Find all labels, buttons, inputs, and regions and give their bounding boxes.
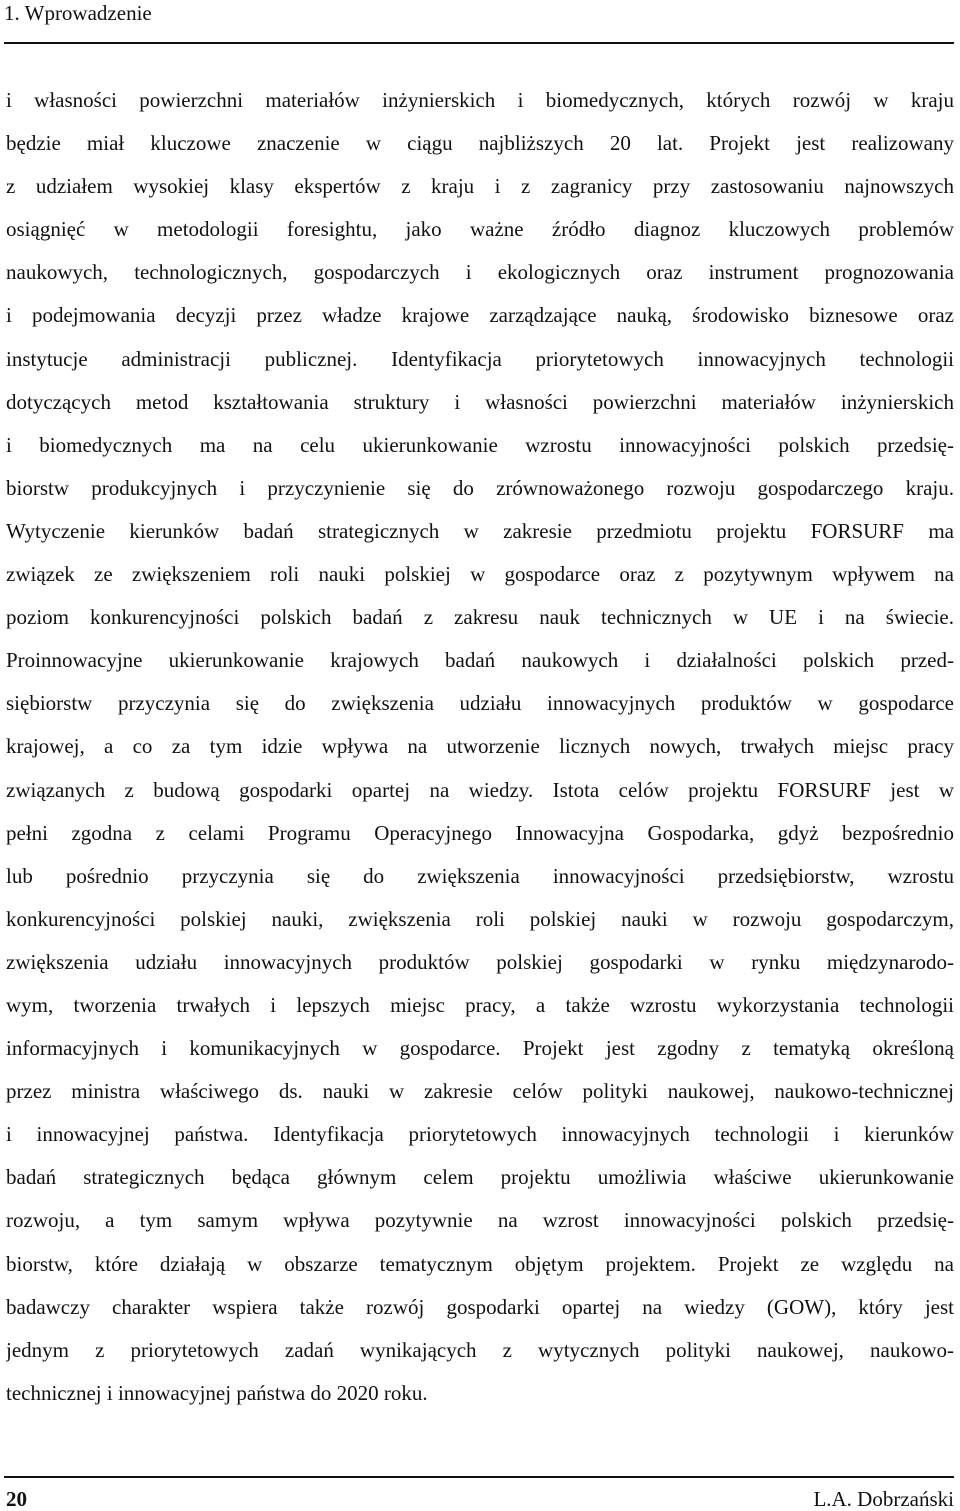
text-line: badań strategicznych będąca głównym celem projektu umożliwia właściwe ukierunkowanie xyxy=(6,1165,954,1190)
text-line: biorstw produkcyjnych i przyczynienie się do zrównoważonego rozwoju gospodarczego kraju. xyxy=(6,475,954,500)
text-line: dotyczących metod kształtowania struktury i własności powierzchni materiałów inżynierskich xyxy=(6,389,954,414)
body-text xyxy=(6,79,954,1415)
text-line: jednym z priorytetowych zadań wynikających z wytycznych polityki naukowej, naukowo- xyxy=(6,1337,954,1362)
page-number: 20 xyxy=(6,1487,27,1511)
text-line: związanych z budową gospodarki opartej na wiedzy. Istota celów projektu FORSURF jest w xyxy=(6,777,954,802)
text-line: będzie miał kluczowe znaczenie w ciągu najbliższych 20 lat. Projekt jest realizowany xyxy=(6,131,954,156)
text-line: poziom konkurencyjności polskich badań z zakresu nauk technicznych w UE i na świecie. xyxy=(6,605,954,630)
text-line: Proinnowacyjne ukierunkowanie krajowych badań naukowych i działalności polskich przed- xyxy=(6,648,954,673)
page-footer xyxy=(4,1476,954,1511)
text-line: pełni zgodna z celami Programu Operacyjnego Innowacyjna Gospodarka, gdyż bezpośrednio xyxy=(6,820,954,845)
text-line: badawczy charakter wspiera także rozwój gospodarki opartej na wiedzy (GOW), który jest xyxy=(6,1294,954,1319)
text-line: biorstw, które działają w obszarze tematycznym objętym projektem. Projekt ze względu na xyxy=(6,1251,954,1276)
text-line: siębiorstw przyczynia się do zwiększenia udziału innowacyjnych produktów w gospodarce xyxy=(6,691,954,716)
text-line: konkurencyjności polskiej nauki, zwiększenia roli polskiej nauki w rozwoju gospodarczym, xyxy=(6,906,954,931)
text-line: technicznej i innowacyjnej państwa do 2020 roku. xyxy=(6,1380,428,1405)
page-header xyxy=(4,0,954,44)
text-line: instytucje administracji publicznej. Identyfikacja priorytetowych innowacyjnych technologii xyxy=(6,346,954,371)
text-line: Wytyczenie kierunków badań strategicznych w zakresie przedmiotu projektu FORSURF ma xyxy=(6,518,954,543)
text-line: osiągnięć w metodologii foresightu, jako ważne źródło diagnoz kluczowych problemów xyxy=(6,217,954,242)
text-line: naukowych, technologicznych, gospodarczych i ekologicznych oraz instrument prognozowania xyxy=(6,260,954,285)
text-line: przez ministra właściwego ds. nauki w zakresie celów polityki naukowej, naukowo-technicznej xyxy=(6,1079,954,1104)
text-line: krajowej, a co za tym idzie wpływa na utworzenie licznych nowych, trwałych miejsc pracy xyxy=(6,734,954,759)
text-line: i podejmowania decyzji przez władze krajowe zarządzające nauką, środowisko biznesowe oraz xyxy=(6,303,954,328)
text-line: zwiększenia udziału innowacyjnych produktów polskiej gospodarki w rynku międzynarodo- xyxy=(6,949,954,974)
text-line: i innowacyjnej państwa. Identyfikacja priorytetowych innowacyjnych technologii i kierunków xyxy=(6,1122,954,1147)
text-line: rozwoju, a tym samym wpływa pozytywnie na wzrost innowacyjności polskich przedsię- xyxy=(6,1208,954,1233)
section-title: 1. Wprowadzenie xyxy=(4,1,152,25)
author-name: L.A. Dobrzański xyxy=(813,1487,954,1511)
text-line: i własności powierzchni materiałów inżynierskich i biomedycznych, których rozwój w kraju xyxy=(6,88,954,112)
text-line: wym, tworzenia trwałych i lepszych miejsc pracy, a także wzrostu wykorzystania technologii xyxy=(6,992,954,1017)
text-line: i biomedycznych ma na celu ukierunkowanie wzrostu innowacyjności polskich przedsię- xyxy=(6,432,954,457)
text-line: z udziałem wysokiej klasy ekspertów z kraju i z zagranicy przy zastosowaniu najnowszych xyxy=(6,174,954,199)
text-line: związek ze zwiększeniem roli nauki polskiej w gospodarce oraz z pozytywnym wpływem na xyxy=(6,562,954,587)
text-line: informacyjnych i komunikacyjnych w gospodarce. Projekt jest zgodny z tematyką określoną xyxy=(6,1036,954,1061)
text-line: lub pośrednio przyczynia się do zwiększenia innowacyjności przedsiębiorstw, wzrostu xyxy=(6,863,954,888)
